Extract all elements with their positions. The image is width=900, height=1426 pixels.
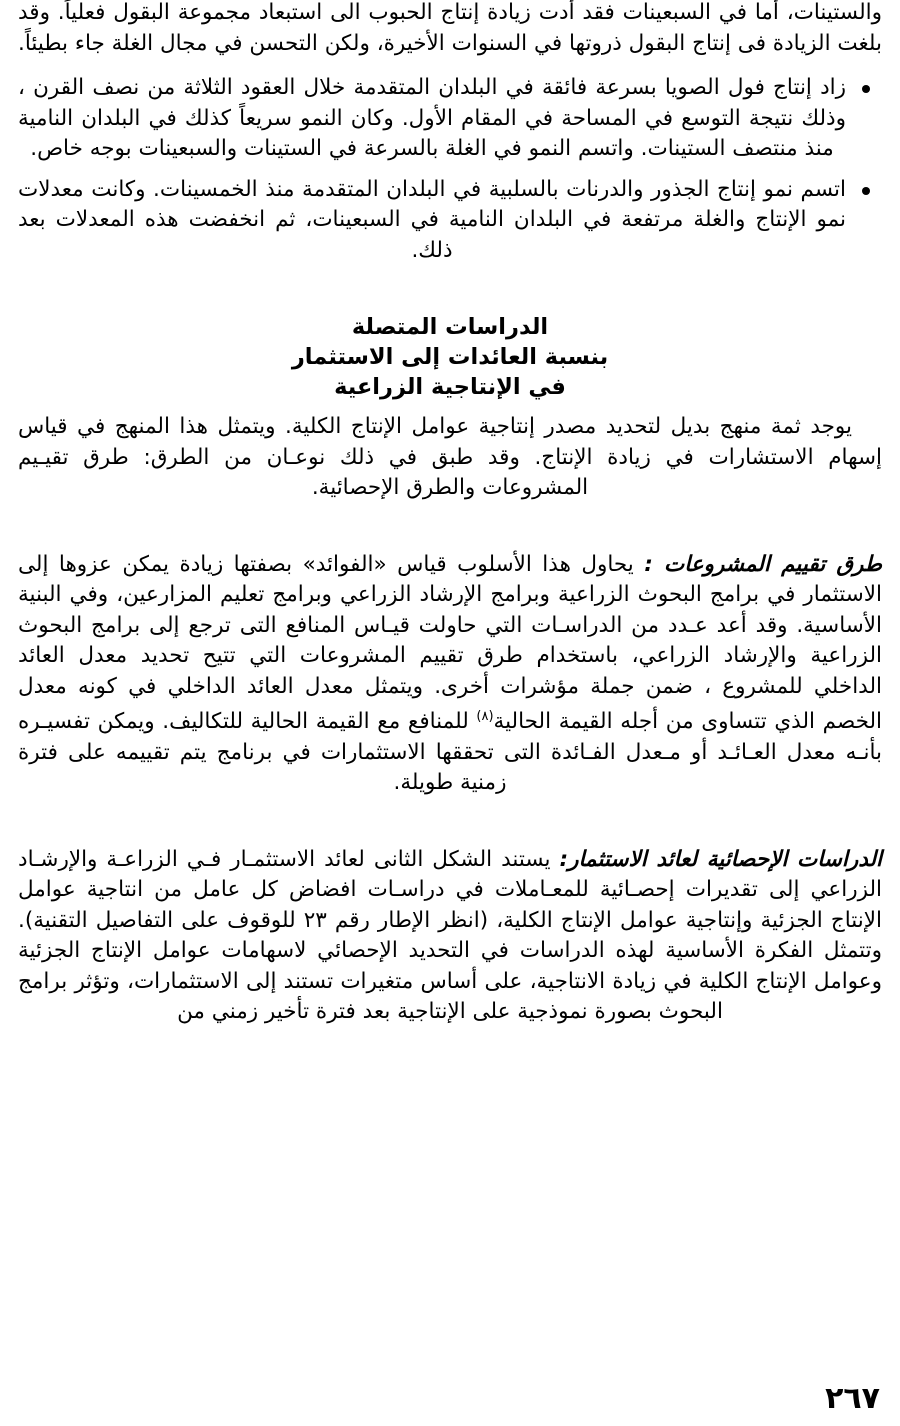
project-methods-paragraph (18, 550, 882, 799)
project-methods-lead: طرق تقييم المشروعات : (644, 551, 882, 577)
heading-line-1: الدراسات المتصلة (351, 314, 549, 340)
list-item (18, 73, 882, 165)
bullet-list (18, 73, 882, 266)
heading-line-3: في الإنتاجية الزراعية (334, 374, 566, 400)
bullet-dot-icon (862, 187, 870, 195)
top-paragraph: والستينات، أما في السبعينات فقد أدت زيادة إنتاج الحبوب الى استبعاد مجموعة البقول فعلياً. وقد بلغت الزيادة فى إنتاج البقول ذروتها في السنوات الأخيرة، ولكن التحسن في مجال الغلة جاء بطيئاً. (18, 0, 882, 56)
statistical-studies-lead: الدراسات الإحصائية لعائد الاستثمار: (559, 846, 883, 872)
statistical-studies-section (18, 845, 882, 1028)
project-methods-body: يحاول هذا الأسلوب قياس «الفوائد» بصفتها زيادة يمكن عزوها إلى الاستثمار في برامج البحوث الزراعية وبرامج الإرشاد الزراعي وبرامج تعليم المزارعين، وفي البنية الأساسية. وقد أعد عـدد من الدراسـات التي حاولت قيـاس المنافع التى ترجع إلى برامج البحوث الزراعية والإرشاد الزراعي، باستخدام طرق تقييم المشروعات التي تتيح تحديد معدل العائد الداخلي للمشروع ، ضمن جملة مؤشرات أخرى. ويتمثل معدل العائد الداخلي في كونه معدل الخصم الذي تتساوى من أجله القيمة الحالية (18, 551, 882, 735)
statistical-studies-paragraph (18, 845, 882, 1028)
bullet-text: زاد إنتاج فول الصويا بسرعة فائقة في البلدان المتقدمة خلال العقود الثلاثة من نصف القرن ، وذلك نتيجة التوسع في المساحة في المقام الأول. وكان النمو سريعاً كذلك في البلدان النامية منذ منتصف الستينات. واتسم النمو في الغلة بالسرعة في الستينات والسبعينات بوجه خاص. (18, 75, 846, 161)
project-methods-body-tail: للمنافع مع القيمة الحالية للتكاليف. ويمكن تفسيـره بأنـه معدل العـائـد أو مـعدل الفـائدة التى تحققها الاستثمارات في برنامج يتم تقييمه على فترة زمنية طويلة. (18, 709, 882, 796)
bullet-text: اتسم نمو إنتاج الجذور والدرنات بالسلبية في البلدان المتقدمة منذ الخمسينات. وكانت معدلات نمو الإنتاج والغلة مرتفعة في البلدان النامية في السبعينات، ثم انخفضت هذه المعدلات بعد ذلك. (18, 176, 846, 263)
section-heading (18, 312, 882, 402)
page-number: ٢٦٧ (825, 1381, 880, 1416)
list-item (18, 175, 882, 267)
bullet-dot-icon (862, 85, 870, 93)
statistical-studies-body: يستند الشكل الثانى لعائد الاستثمـار فـي الزراعـة والإرشـاد الزراعي إلى تقديرات إحصـائية للمعـاملات في دراسـات افضاض كل عامل من انتاجية عوامل الإنتاج الجزئية وإنتاجية عوامل الإنتاج الكلية، (انظر الإطار رقم ٢٣ للوقوف على التفاصيل التقنية). وتتمثل الفكرة الأساسية لهذه الدراسات في التحديد الإحصائي لاسهامات عوامل الإنتاج الجزئية وعوامل الإنتاج الكلية في زيادة الانتاجية، على أساس متغيرات تستند إلى الاستثمارات، وتؤثر برامج البحوث بصورة نموذجية على الإنتاجية بعد فترة تأخير زمني من (18, 846, 882, 1025)
project-methods-section (18, 550, 882, 799)
heading-line-2: بنسبة العائدات إلى الاستثمار (291, 344, 609, 370)
footnote-marker: (٨) (476, 709, 494, 724)
top-continuation-block (18, 0, 882, 59)
intro-paragraph: يوجد ثمة منهج بديل لتحديد مصدر إنتاجية عوامل الإنتاج الكلية. ويتمثل هذا المنهج في قياس إسهام الاستشارات في زيادة الإنتاج. وقد طبق في ذلك نوعـان من الطرق: طرق تقيـيم المشروعات والطرق الإحصائية. (18, 414, 882, 500)
intro-section (18, 412, 882, 504)
